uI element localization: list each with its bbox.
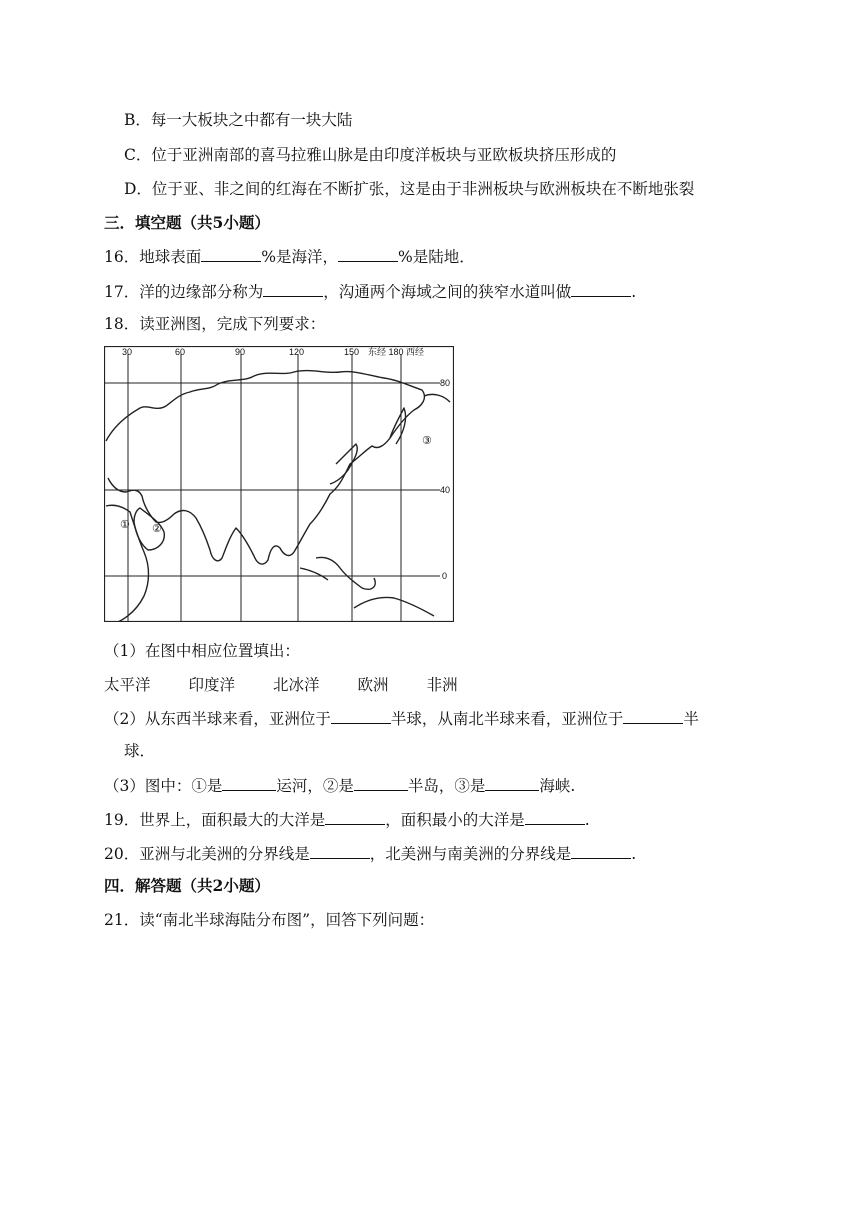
list-item: 北冰洋 [273,676,320,694]
map-lon-label: 30 [122,347,133,357]
map-lat-label: 80 [440,378,451,388]
answer-blank[interactable] [222,775,276,791]
answer-blank[interactable] [623,708,683,724]
map-lon-label: 东经 180 西经 [368,347,425,357]
answer-blank[interactable] [201,246,261,262]
answer-blank[interactable] [485,775,539,791]
option-d: D．位于亚、非之间的红海在不断扩张，这是由于非洲板块与欧洲板块在不断地张裂 [124,180,695,198]
section-title-fill-in: 三．填空题（共5小题） [104,213,270,232]
map-lon-label: 90 [235,347,246,357]
section-title-answer: 四．解答题（共2小题） [104,876,270,895]
map-lon-label: 60 [175,347,186,357]
question-17: 17．洋的边缘部分称为 ，沟通两个海域之间的狭窄水道叫做 . [104,283,637,301]
map-marker: ③ [422,435,432,447]
option-c: C．位于亚洲南部的喜马拉雅山脉是由印度洋板块与亚欧板块挤压形成的 [124,146,617,164]
question-18-sub3: （3）图中：①是 运河，②是 半岛，③是 海峡. [104,777,576,795]
answer-blank[interactable] [310,843,370,859]
map-marker: ① [120,519,130,531]
question-19: 19．世界上，面积最大的大洋是 ，面积最小的大洋是 . [104,811,590,829]
question-18-sub1: （1）在图中相应位置填出： [104,642,300,660]
map-lat-label: 0 [442,571,448,581]
question-20: 20．亚洲与北美洲的分界线是 ，北美洲与南美洲的分界线是 . [104,845,637,863]
answer-blank[interactable] [331,708,391,724]
list-item: 非洲 [426,676,458,694]
asia-map [104,346,454,622]
list-item: 太平洋 [104,676,151,694]
answer-blank[interactable] [571,843,631,859]
map-marker: ② [152,523,162,535]
answer-blank[interactable] [525,809,585,825]
question-16: 16．地球表面 %是海洋， %是陆地． [104,248,475,266]
question-21: 21．读“南北半球海陆分布图”，回答下列问题： [104,911,435,929]
question-18-title: 18．读亚洲图，完成下列要求： [104,315,326,333]
question-18-sub2-cont: 球． [124,742,156,760]
fill-in-list [104,675,496,695]
list-item: 印度洋 [188,676,236,694]
map-lon-label: 150 [344,347,360,357]
answer-blank[interactable] [263,281,323,297]
map-lon-label: 120 [289,347,305,357]
answer-blank[interactable] [354,775,408,791]
answer-blank[interactable] [338,246,398,262]
question-18-sub2: （2）从东西半球来看，亚洲位于 半球，从南北半球来看，亚洲位于 半 [104,710,699,728]
answer-blank[interactable] [325,809,385,825]
list-item: 欧洲 [357,676,389,694]
answer-blank[interactable] [571,281,631,297]
option-b: B．每一大板块之中都有一块大陆 [124,111,353,129]
map-lat-label: 40 [440,485,451,495]
